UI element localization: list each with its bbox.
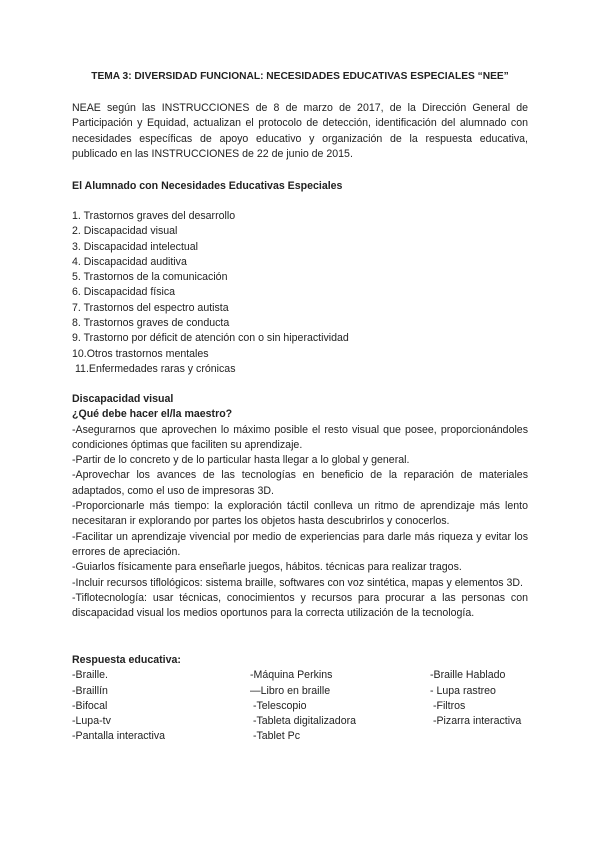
- visual-item: -Incluir recursos tiflológicos: sistema braille, softwares con voz sintética, mapas y elementos 3D.: [72, 576, 523, 589]
- visual-item: -Asegurarnos que aprovechen lo máximo posible el resto visual que posee, proporcionándoles condiciones óptimas que faciliten su aprendizaje.: [72, 423, 528, 451]
- resource-item: -Máquina Perkins: [250, 669, 333, 682]
- resource-row: [72, 699, 532, 714]
- list-item: 2. Discapacidad visual: [72, 225, 178, 238]
- resource-item: -Braille Hablado: [430, 669, 506, 682]
- list-item: 6. Discapacidad física: [72, 286, 176, 299]
- list-item: 9. Trastorno por déficit de atención con o sin hiperactividad: [72, 332, 349, 345]
- resource-item: -Braillín: [72, 684, 108, 697]
- list-item: 7. Trastornos del espectro autista: [72, 301, 229, 314]
- list-item: 1. Trastornos graves del desarrollo: [72, 210, 236, 222]
- visual-item: -Aprovechar los avances de las tecnologías en beneficio de la reparación de materiales adaptados, como el uso de impresoras 3D.: [72, 469, 528, 497]
- resource-item: -Tablet Pc: [250, 730, 301, 743]
- resource-item: -Telescopio: [250, 699, 307, 712]
- resource-item: -Lupa-tv: [72, 715, 111, 728]
- visual-item: -Partir de lo concreto y de lo particular hasta llegar a lo global y general.: [72, 454, 410, 467]
- resource-item: -Bifocal: [72, 699, 108, 712]
- resource-row: [72, 684, 532, 699]
- intro-paragraph: NEAE según las INSTRUCCIONES de 8 de marzo de 2017, de la Dirección General de Participación y Equidad, actualizan el protocolo de detección, identificación del alumnado con necesidades específicas de apoyo educativo y organización de la respuesta educativa, publicado en las INSTRUCCIONES de 22 de junio de 2015.: [72, 102, 528, 160]
- resource-item: -Pizarra interactiva: [430, 715, 522, 728]
- visual-heading: Discapacidad visual: [72, 393, 174, 405]
- visual-item: -Proporcionarle más tiempo: la exploración táctil conlleva un ritmo de aprendizaje más lento necesitaran ir explorando por partes los objetos hasta descubrirlos y conocerlos.: [72, 500, 528, 528]
- resource-row: [72, 668, 532, 683]
- list-item: 4. Discapacidad auditiva: [72, 255, 187, 268]
- resource-item: -Braille.: [72, 669, 108, 682]
- resource-item: [430, 729, 530, 744]
- list-item: 11.Enfermedades raras y crónicas: [72, 362, 236, 375]
- resource-row: [72, 714, 532, 729]
- list-item: 3. Discapacidad intelectual: [72, 240, 199, 253]
- visual-item: -Facilitar un aprendizaje vivencial por medio de experiencias para darle más riqueza y evitar los errores de apreciación.: [72, 530, 528, 558]
- visual-section: [72, 392, 528, 621]
- respuesta-heading: Respuesta educativa:: [72, 654, 181, 666]
- list-item: 5. Trastornos de la comunicación: [72, 271, 228, 284]
- resource-row: [72, 729, 532, 744]
- section-heading: El Alumnado con Necesidades Educativas Especiales: [72, 180, 343, 192]
- visual-item: -Guiarlos físicamente para enseñarle juegos, hábitos. técnicas para realizar tragos.: [72, 561, 462, 574]
- resource-item: -Pantalla interactiva: [72, 730, 166, 743]
- visual-question: ¿Qué debe hacer el/la maestro?: [72, 408, 233, 421]
- document-title: TEMA 3: DIVERSIDAD FUNCIONAL: NECESIDADES EDUCATIVAS ESPECIALES “NEE”: [91, 71, 509, 82]
- resource-item: -Filtros: [430, 699, 466, 712]
- visual-item: -Tiflotecnología: usar técnicas, conocimientos y recursos para procurar a las personas con discapacidad visual los medios oportunos para la correcta utilización de la tecnología.: [72, 591, 528, 620]
- resource-item: -Tableta digitalizadora: [250, 715, 356, 728]
- resource-item: —Libro en braille: [250, 684, 331, 697]
- list-item: 8. Trastornos graves de conducta: [72, 317, 230, 330]
- respuesta-section: [72, 653, 532, 745]
- list-item: 10.Otros trastornos mentales: [72, 347, 209, 360]
- nee-list: [72, 209, 528, 377]
- resource-item: - Lupa rastreo: [430, 684, 496, 697]
